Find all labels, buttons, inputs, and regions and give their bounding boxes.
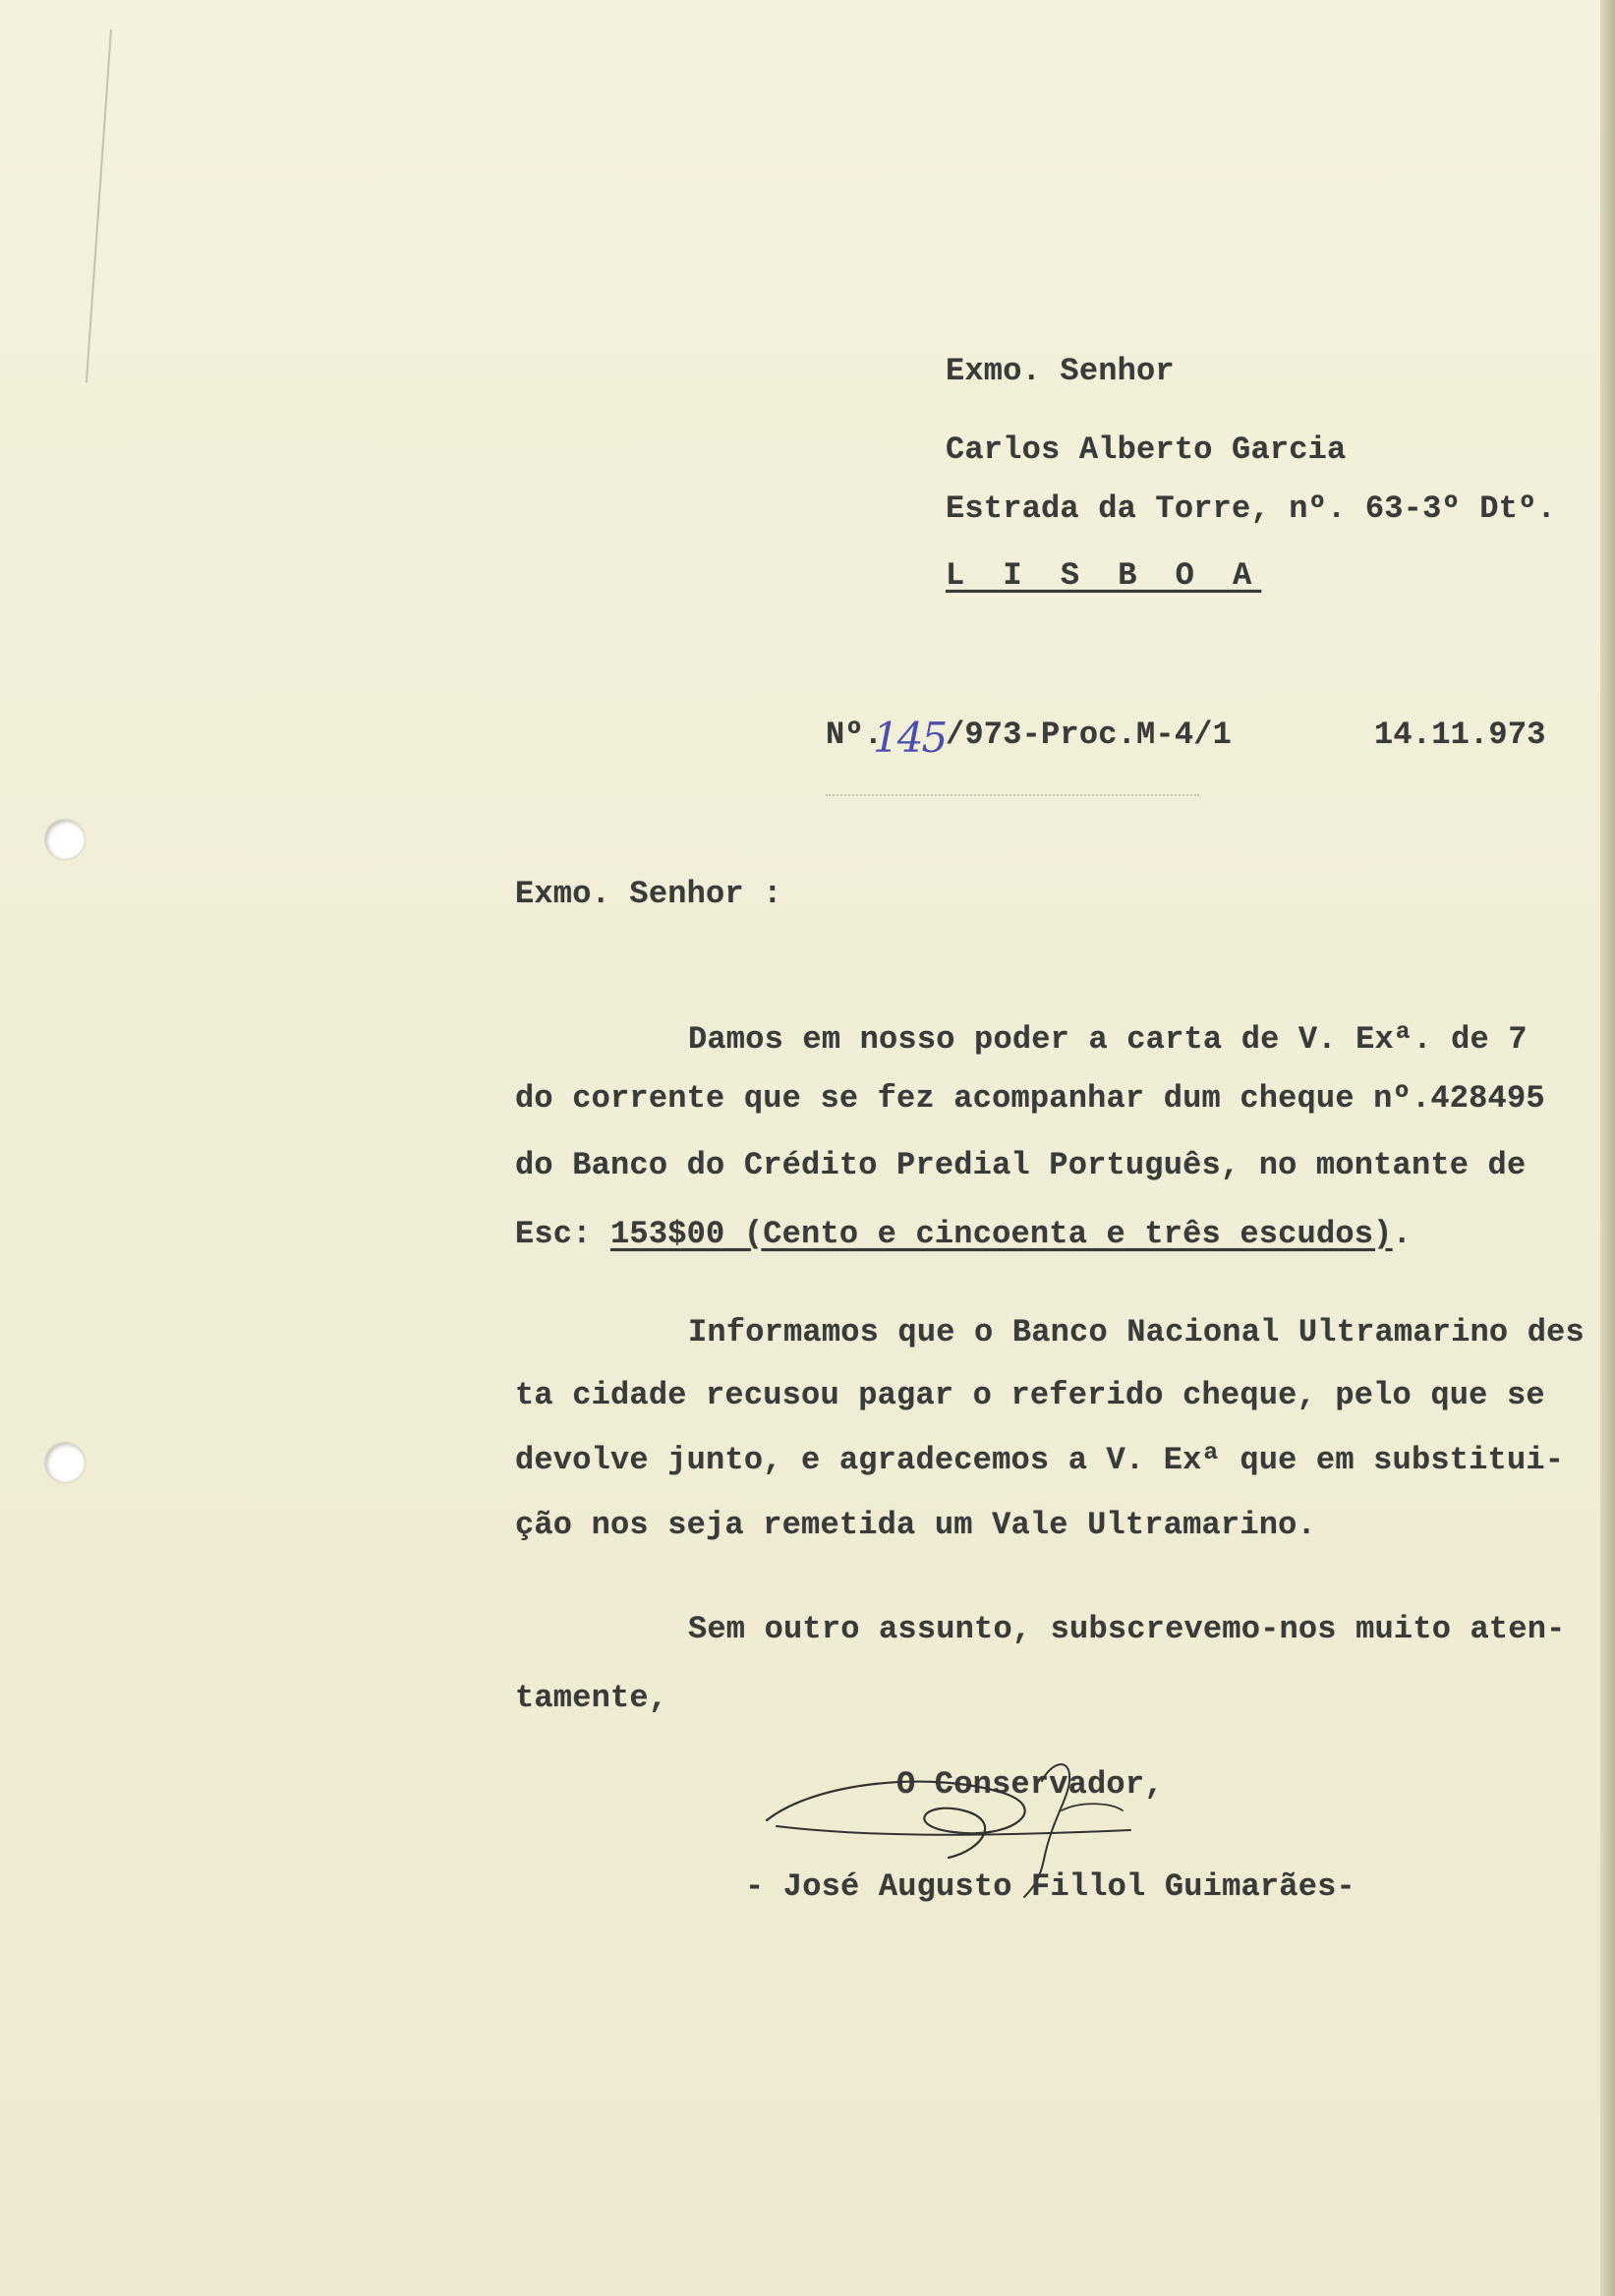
reference-prefix: Nº.: [826, 717, 884, 753]
recipient-name: Carlos Alberto Garcia: [946, 431, 1347, 468]
body-paragraph2-line3: devolve junto, e agradecemos a V. Exª que em substitui-: [515, 1442, 1565, 1478]
body-paragraph1-line3: do Banco do Crédito Predial Português, no montante de: [515, 1147, 1527, 1183]
amount-end: .: [1392, 1216, 1412, 1252]
body-paragraph1-line2: do corrente que se fez acompanhar dum cheque nº.428495: [515, 1080, 1545, 1117]
punch-hole-top: [45, 820, 85, 859]
body-paragraph2-line4: ção nos seja remetida um Vale Ultramarino.: [515, 1507, 1316, 1543]
body-paragraph2-line2: ta cidade recusou pagar o referido cheque, pelo que se: [515, 1377, 1545, 1413]
amount-value: 153$00 (Cento e cincoenta e três escudos): [610, 1216, 1393, 1252]
recipient-salutation: Exmo. Senhor: [946, 353, 1175, 389]
reference-process: /973-Proc.M-4/1: [946, 717, 1233, 753]
greeting: Exmo. Senhor :: [515, 876, 782, 912]
recipient-city: L I S B O A: [946, 557, 1262, 594]
closing-title: O Conservador,: [896, 1766, 1164, 1803]
reference-date: 14.11.973: [1374, 717, 1546, 753]
recipient-address: Estrada da Torre, nº. 63-3º Dtº.: [946, 490, 1556, 527]
body-paragraph1-line1: Damos em nosso poder a carta de V. Exª. de 7: [688, 1021, 1528, 1058]
body-paragraph1-line4: [515, 1215, 1412, 1254]
reference-handwritten-number: 145: [873, 714, 947, 762]
body-paragraph2-line1: Informamos que o Banco Nacional Ultramarino des: [688, 1314, 1585, 1350]
body-paragraph3-line2: tamente,: [515, 1680, 668, 1716]
closing-name: - José Augusto Fillol Guimarães-: [745, 1868, 1355, 1905]
amount-prefix: Esc:: [515, 1216, 592, 1252]
fold-crease: [86, 29, 112, 382]
paper-edge: [1600, 0, 1615, 2296]
body-paragraph3-line1: Sem outro assunto, subscrevemo-nos muito aten-: [688, 1611, 1566, 1647]
reference-dotted-rule: [826, 794, 1199, 796]
punch-hole-bottom: [45, 1443, 85, 1482]
